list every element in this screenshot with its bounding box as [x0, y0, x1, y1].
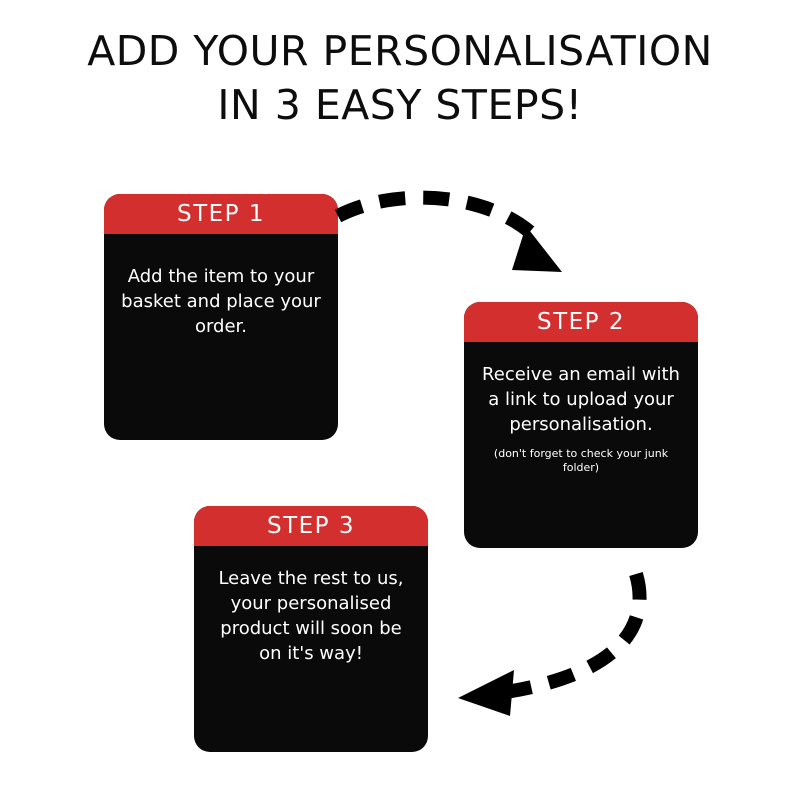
page-title [0, 24, 800, 132]
page-title-line-1: ADD YOUR PERSONALISATION [87, 27, 713, 75]
step-card-2-note: (don't forget to check your junk folder) [493, 447, 669, 474]
dashed-arrow-icon [440, 566, 670, 726]
step-card-2-body: Receive an email with a link to upload your personalisation. [482, 364, 680, 435]
step-card-3 [194, 506, 428, 752]
step-card-3-body: Leave the rest to us, your personalised product will soon be on it's way! [218, 568, 404, 664]
page-title-line-2: IN 3 EASY STEPS! [217, 81, 583, 129]
dashed-arrow-icon [330, 186, 580, 306]
step-card-2-header: STEP 2 [464, 302, 698, 342]
step-card-2 [464, 302, 698, 548]
step-card-3-header: STEP 3 [194, 506, 428, 546]
step-card-1-header: STEP 1 [104, 194, 338, 234]
step-card-1-body: Add the item to your basket and place your order. [121, 266, 321, 337]
step-card-1 [104, 194, 338, 440]
